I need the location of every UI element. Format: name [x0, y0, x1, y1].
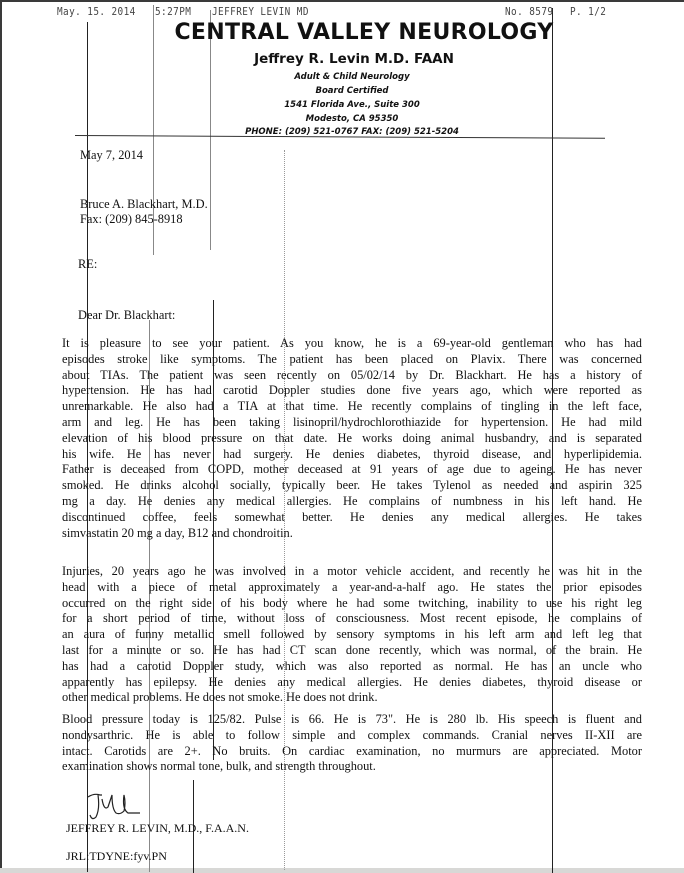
paragraph-history	[62, 336, 642, 541]
text-line: about TIAs. The patient was seen recently on 05/02/14 by Dr. Blackhart. He has a history of	[62, 367, 642, 382]
reference-initials: JRL:TDYNE:fyv.PN	[66, 849, 167, 863]
recipient-fax: Fax: (209) 845-8918	[80, 212, 183, 226]
text-line: nondysarthric. He is able to follow simple and complex commands. Cranial nerves II-XII are	[62, 727, 642, 742]
certification: Board Certified	[315, 86, 389, 96]
address-line-1: 1541 Florida Ave., Suite 300	[284, 100, 420, 110]
text-line: last for a minute or so. He has had CT scan done recently, which was normal, of the brain. He	[62, 642, 642, 657]
text-line: an aura of funny metallic smell followed by sensory symptoms in his left arm and left leg that	[62, 627, 642, 642]
text-line: arm and leg. He has been taking lisinopril/hydrochlorothiazide for hypertension. He had mild	[62, 414, 642, 429]
text-line: for a short period of time, without loss of consciousness. Most recent episode, he complains of	[62, 611, 642, 626]
signature-icon	[84, 789, 144, 825]
text-line: has had a carotid Doppler study, which was also reported as normal. He has an uncle who	[62, 658, 642, 673]
text-line: simvastatin 20 mg a day, B12 and chondroitin.	[62, 525, 293, 540]
salutation: Dear Dr. Blackhart:	[78, 308, 176, 322]
practice-name: CENTRAL VALLEY NEUROLOGY	[174, 20, 554, 45]
re-line: RE:	[78, 257, 98, 271]
text-line: elevation of his blood pressure on that date. He works doing animal husbandry, and is separated	[62, 430, 642, 445]
fax-page: P. 1/2	[570, 5, 607, 18]
phone-fax: PHONE: (209) 521-0767 FAX: (209) 521-5204	[245, 127, 459, 137]
text-line: examination shows normal tone, bulk, and strength throughout.	[62, 759, 376, 774]
text-line: mg a day. He denies any medical allergies. He complains of numbness in his left hand. He	[62, 493, 642, 508]
text-line: smoked. He drinks alcohol socially, typically beer. He takes Tylenol as needed and aspirin 325	[62, 478, 642, 493]
text-line: head with a piece of metal approximately a year-and-a-half ago. He states the prior episodes	[62, 579, 642, 594]
text-line: It is pleasure to see your patient. As you know, he is a 69-year-old gentleman who has had	[62, 336, 642, 350]
text-line: Father is deceased from COPD, mother deceased at 91 years of age due to ageing. He has never	[62, 462, 642, 477]
signature-name: JEFFREY R. LEVIN, M.D., F.A.A.N.	[66, 821, 249, 835]
address-line-2: Modesto, CA 95350	[305, 114, 399, 124]
text-line: Injuries, 20 years ago he was involved in a motor vehicle accident, and recently he was hit in the	[62, 564, 642, 578]
fax-sender: JEFFREY LEVIN MD	[212, 5, 309, 18]
paragraph-injuries	[62, 564, 642, 706]
text-line: other medical problems. He does not smoke. He does not drink.	[62, 690, 378, 705]
text-line: occurred on the right side of his body where he had some twitching, inability to use his right leg	[62, 595, 642, 610]
text-line: hypertension. He has had carotid Doppler studies done five years ago, which were reported as	[62, 383, 642, 398]
text-line: episodes stroke like symptoms. The patient has been placed on Plavix. There was concerned	[62, 351, 642, 366]
letter-date: May 7, 2014	[80, 148, 143, 162]
page-border-left	[0, 0, 2, 873]
text-line: Blood pressure today is 125/82. Pulse is 66. He is 73". He is 280 lb. His speech is fluent and	[62, 712, 642, 726]
fax-date: May. 15. 2014	[57, 5, 136, 18]
page-border-bottom	[0, 868, 684, 873]
specialty: Adult & Child Neurology	[294, 72, 410, 82]
page-border-top	[0, 0, 684, 2]
text-line: his wife. He has never had surgery. He denies diabetes, thyroid disease, and hyperlipidemia.	[62, 446, 642, 461]
paragraph-exam	[62, 712, 642, 775]
fax-number: No. 8579	[505, 5, 554, 18]
text-line: discontinued coffee, feels somewhat better. He denies any medical allergies. He takes	[62, 509, 642, 524]
physician-name: Jeffrey R. Levin M.D. FAAN	[254, 51, 454, 67]
text-line: unremarkable. He also had a TIA at that time. He recently complains of tingling in the left face,	[62, 399, 642, 414]
recipient-name: Bruce A. Blackhart, M.D.	[80, 197, 208, 211]
text-line: apparently has epilepsy. He denies any medical allergies. He denies diabetes, thyroid disease or	[62, 674, 642, 689]
fax-time: 5:27PM	[155, 5, 192, 18]
text-line: intact. Carotids are 2+. No bruits. On cardiac examination, no murmurs are appreciated. Motor	[62, 743, 642, 758]
